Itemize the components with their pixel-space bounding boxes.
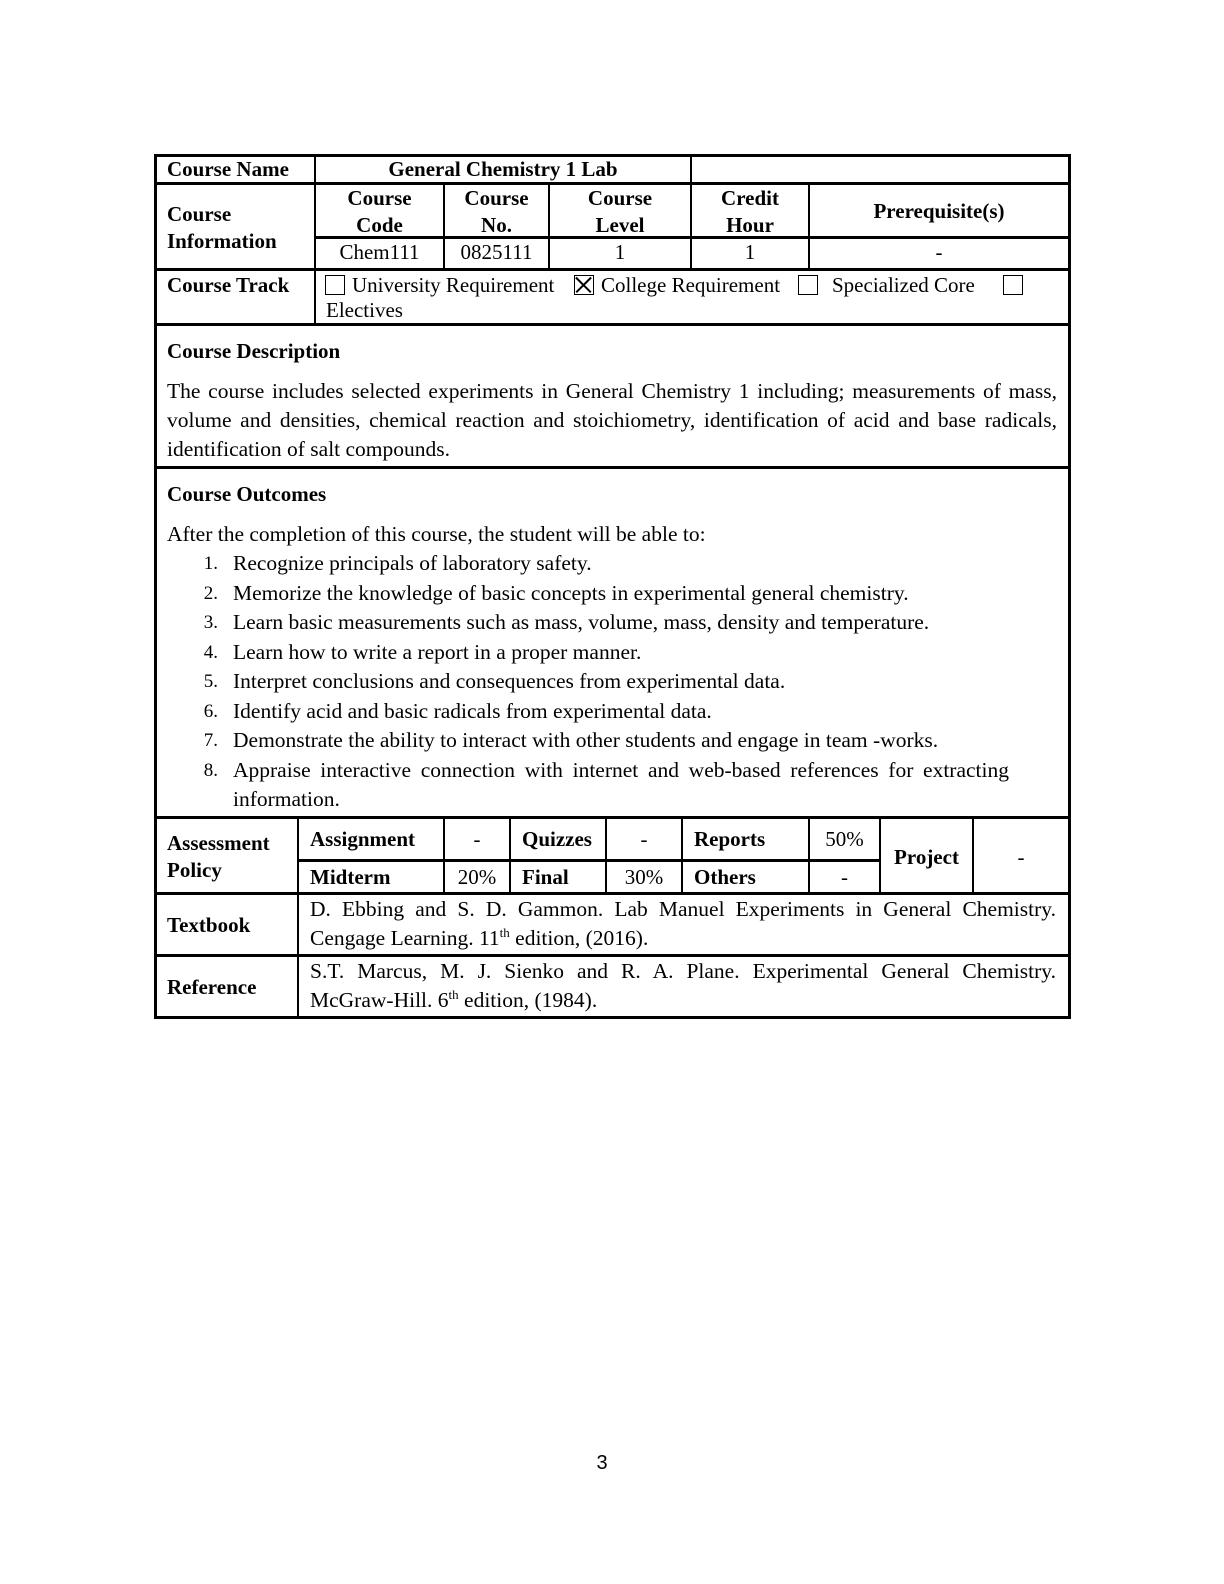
course-name-value: General Chemistry 1 Lab [388, 157, 618, 181]
option-specialized-core: Specialized Core [832, 273, 975, 297]
assessment-policy-label: Assessment Policy [167, 831, 270, 882]
course-description-text: The course includes selected experiments in General Chemistry 1 including; measurements of mass, volume and densities, chemical reaction and stoichiometry, identification of acid and base radicals, identification of salt compounds. [167, 379, 1057, 461]
list-item: Identify acid and basic radicals from experimental data. [233, 699, 712, 723]
list-item: Learn how to write a report in a proper manner. [233, 640, 642, 664]
assessment-final-value: 30% [624, 865, 664, 889]
course-track-label: Course Track [167, 273, 290, 297]
assessment-midterm-value: 20% [457, 865, 497, 889]
assessment-project-value: - [1017, 845, 1025, 869]
list-item-number: 8. [203, 760, 218, 781]
assessment-quizzes-value: - [640, 827, 648, 851]
assessment-reports-value: 50% [825, 827, 864, 851]
assessment-project-label: Project [894, 845, 959, 869]
list-item-number: 2. [203, 583, 218, 604]
list-item-number: 6. [203, 701, 218, 722]
assessment-midterm-label: Midterm [310, 865, 391, 889]
assessment-assignment-label: Assignment [310, 827, 416, 851]
option-college-requirement: College Requirement [601, 273, 781, 297]
header-prerequisites: Prerequisite(s) [873, 199, 1005, 223]
list-item-number: 7. [203, 730, 218, 751]
checkbox-specialized-core[interactable] [798, 275, 818, 295]
checkbox-electives[interactable] [1003, 275, 1023, 295]
list-item-number: 1. [203, 553, 218, 574]
page-number: 3 [596, 1452, 608, 1474]
course-outcomes-heading: Course Outcomes [167, 482, 327, 506]
list-item-number: 4. [203, 642, 218, 663]
course-outcomes-intro: After the completion of this course, the student will be able to: [167, 522, 706, 546]
list-item: Recognize principals of laboratory safety. [233, 551, 592, 575]
value-course-no: 0825111 [460, 240, 533, 264]
textbook-label: Textbook [167, 913, 251, 937]
option-university-requirement: University Requirement [352, 273, 555, 297]
list-item: Interpret conclusions and consequences from experimental data. [233, 669, 786, 693]
value-course-code: Chem111 [339, 240, 420, 264]
value-credit-hour: 1 [744, 240, 756, 264]
assessment-quizzes-label: Quizzes [522, 827, 592, 851]
header-credit-hour: Credit Hour [721, 186, 779, 237]
header-course-level: Course Level [587, 186, 653, 237]
course-description-heading: Course Description [167, 339, 341, 363]
list-item-number: 5. [203, 671, 218, 692]
course-name-label: Course Name [167, 157, 289, 181]
assessment-others-label: Others [694, 865, 756, 889]
reference-label: Reference [167, 975, 257, 999]
assessment-final-label: Final [522, 865, 569, 889]
value-prerequisites: - [935, 240, 943, 264]
textbook-citation: D. Ebbing and S. D. Gammon. Lab Manuel Experiments in General Chemistry. Cengage Learning. 11th edition, (2016). [310, 897, 1056, 950]
option-electives: Electives [326, 298, 403, 322]
header-course-code: Course Code [347, 186, 412, 237]
assessment-assignment-value: - [473, 827, 481, 851]
value-course-level: 1 [614, 240, 626, 264]
checkbox-college-requirement[interactable] [574, 275, 594, 295]
assessment-others-value: - [841, 865, 848, 889]
course-information-label: Course Information [167, 202, 277, 253]
list-item: Demonstrate the ability to interact with other students and engage in team -works. [233, 728, 939, 752]
reference-citation: S.T. Marcus, M. J. Sienko and R. A. Plane. Experimental General Chemistry. McGraw-Hill. 6th edition, (1984). [310, 959, 1056, 1012]
list-item: Appraise interactive connection with internet and web-based references for extracting information. [233, 758, 1009, 811]
header-course-no: Course No. [464, 186, 529, 237]
list-item: Memorize the knowledge of basic concepts in experimental general chemistry. [233, 581, 909, 605]
list-item: Learn basic measurements such as mass, volume, mass, density and temperature. [233, 610, 930, 634]
list-item-number: 3. [203, 612, 218, 633]
assessment-reports-label: Reports [694, 827, 766, 851]
checkbox-university-requirement[interactable] [325, 275, 345, 295]
